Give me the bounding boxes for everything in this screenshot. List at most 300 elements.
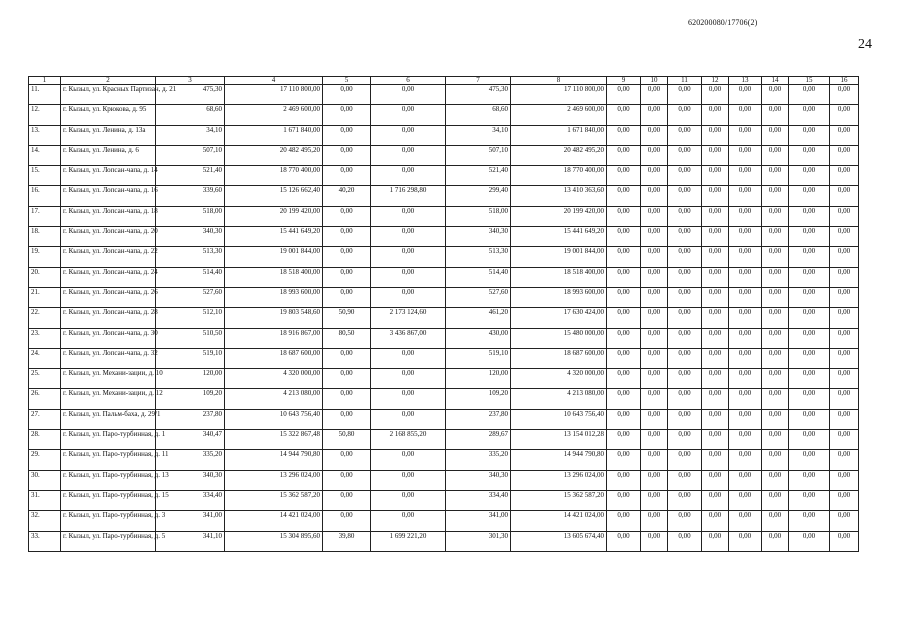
- value-cell: 475,30: [446, 85, 511, 105]
- value-cell: 0,00: [371, 470, 446, 490]
- address-cell: г. Кызыл, ул. Механи-зации, д. 12: [61, 389, 156, 409]
- value-cell: 15 304 895,60: [225, 531, 323, 551]
- value-cell: 339,60: [156, 186, 225, 206]
- value-cell: 0,00: [668, 430, 702, 450]
- table-row: [29, 470, 859, 490]
- value-cell: 0,00: [668, 389, 702, 409]
- value-cell: 0,00: [830, 125, 859, 145]
- value-cell: 0,00: [702, 369, 729, 389]
- column-header: 15: [789, 77, 830, 85]
- address-cell: г. Кызыл, ул. Крюкова, д. 95: [61, 105, 156, 125]
- value-cell: 0,00: [607, 328, 641, 348]
- value-cell: 0,00: [762, 186, 789, 206]
- value-cell: 0,00: [830, 105, 859, 125]
- value-cell: 0,00: [762, 227, 789, 247]
- table-row: [29, 348, 859, 368]
- table-row: [29, 227, 859, 247]
- value-cell: 4 320 000,00: [225, 369, 323, 389]
- value-cell: 15 362 587,20: [225, 490, 323, 510]
- value-cell: 0,00: [323, 206, 371, 226]
- value-cell: 0,00: [702, 287, 729, 307]
- value-cell: 0,00: [668, 308, 702, 328]
- value-cell: 2 173 124,60: [371, 308, 446, 328]
- value-cell: 0,00: [607, 125, 641, 145]
- value-cell: 0,00: [607, 369, 641, 389]
- value-cell: 13 154 012,28: [511, 430, 607, 450]
- value-cell: 0,00: [641, 125, 668, 145]
- address-cell: г. Кызыл, ул. Ленина, д. 6: [61, 145, 156, 165]
- value-cell: 0,00: [729, 511, 762, 531]
- value-cell: 0,00: [641, 308, 668, 328]
- column-number-row: [29, 77, 859, 85]
- value-cell: 0,00: [830, 247, 859, 267]
- row-number-cell: 23.: [29, 328, 61, 348]
- value-cell: 0,00: [323, 227, 371, 247]
- value-cell: 521,40: [446, 166, 511, 186]
- value-cell: 513,30: [156, 247, 225, 267]
- address-cell: г. Кызыл, ул. Пальм-баха, д. 29/1: [61, 409, 156, 429]
- address-cell: г. Кызыл, ул. Лопсан-чапа, д. 28: [61, 308, 156, 328]
- value-cell: 301,30: [446, 531, 511, 551]
- value-cell: 0,00: [371, 145, 446, 165]
- value-cell: 0,00: [371, 409, 446, 429]
- value-cell: 0,00: [607, 206, 641, 226]
- value-cell: 39,80: [323, 531, 371, 551]
- value-cell: 340,30: [446, 227, 511, 247]
- value-cell: 0,00: [668, 105, 702, 125]
- value-cell: 0,00: [323, 470, 371, 490]
- value-cell: 0,00: [641, 389, 668, 409]
- value-cell: 20 482 495,20: [225, 145, 323, 165]
- value-cell: 0,00: [830, 389, 859, 409]
- address-cell: г. Кызыл, ул. Лопсан-чапа, д. 22: [61, 247, 156, 267]
- row-number-cell: 13.: [29, 125, 61, 145]
- value-cell: 0,00: [607, 166, 641, 186]
- value-cell: 0,00: [607, 227, 641, 247]
- value-cell: 0,00: [607, 186, 641, 206]
- value-cell: 0,00: [641, 287, 668, 307]
- value-cell: 507,10: [446, 145, 511, 165]
- value-cell: 0,00: [371, 105, 446, 125]
- value-cell: 1 671 840,00: [225, 125, 323, 145]
- row-number-cell: 20.: [29, 267, 61, 287]
- value-cell: 0,00: [323, 389, 371, 409]
- value-cell: 341,00: [446, 511, 511, 531]
- value-cell: 40,20: [323, 186, 371, 206]
- value-cell: 0,00: [830, 328, 859, 348]
- value-cell: 0,00: [762, 470, 789, 490]
- value-cell: 518,00: [156, 206, 225, 226]
- value-cell: 0,00: [702, 328, 729, 348]
- value-cell: 0,00: [641, 450, 668, 470]
- value-cell: 0,00: [323, 105, 371, 125]
- table-row: [29, 85, 859, 105]
- value-cell: 0,00: [371, 166, 446, 186]
- value-cell: 0,00: [762, 531, 789, 551]
- value-cell: 0,00: [607, 430, 641, 450]
- value-cell: 0,00: [830, 348, 859, 368]
- value-cell: 0,00: [729, 369, 762, 389]
- value-cell: 17 110 800,00: [225, 85, 323, 105]
- value-cell: 2 469 600,00: [511, 105, 607, 125]
- value-cell: 0,00: [789, 490, 830, 510]
- value-cell: 0,00: [789, 531, 830, 551]
- value-cell: 0,00: [371, 389, 446, 409]
- column-header: 2: [61, 77, 156, 85]
- value-cell: 18 916 867,00: [225, 328, 323, 348]
- value-cell: 4 213 080,00: [225, 389, 323, 409]
- value-cell: 0,00: [729, 166, 762, 186]
- value-cell: 0,00: [607, 531, 641, 551]
- value-cell: 0,00: [762, 287, 789, 307]
- row-number-cell: 25.: [29, 369, 61, 389]
- value-cell: 0,00: [323, 369, 371, 389]
- value-cell: 0,00: [371, 85, 446, 105]
- column-header: 12: [702, 77, 729, 85]
- value-cell: 0,00: [607, 490, 641, 510]
- value-cell: 0,00: [668, 328, 702, 348]
- value-cell: 0,00: [789, 430, 830, 450]
- value-cell: 514,40: [156, 267, 225, 287]
- value-cell: 0,00: [371, 227, 446, 247]
- value-cell: 17 630 424,00: [511, 308, 607, 328]
- value-cell: 521,40: [156, 166, 225, 186]
- value-cell: 15 322 867,48: [225, 430, 323, 450]
- value-cell: 0,00: [668, 125, 702, 145]
- value-cell: 0,00: [607, 511, 641, 531]
- row-number-cell: 22.: [29, 308, 61, 328]
- value-cell: 0,00: [789, 186, 830, 206]
- value-cell: 18 518 400,00: [225, 267, 323, 287]
- value-cell: 0,00: [762, 145, 789, 165]
- address-cell: г. Кызыл, ул. Ленина, д. 13а: [61, 125, 156, 145]
- value-cell: 0,00: [729, 105, 762, 125]
- value-cell: 0,00: [729, 227, 762, 247]
- value-cell: 15 441 649,20: [225, 227, 323, 247]
- value-cell: 0,00: [830, 267, 859, 287]
- value-cell: 0,00: [607, 348, 641, 368]
- value-cell: 0,00: [830, 450, 859, 470]
- value-cell: 0,00: [729, 85, 762, 105]
- value-cell: 334,40: [156, 490, 225, 510]
- value-cell: 0,00: [729, 531, 762, 551]
- value-cell: 0,00: [323, 85, 371, 105]
- row-number-cell: 17.: [29, 206, 61, 226]
- row-number-cell: 18.: [29, 227, 61, 247]
- address-cell: г. Кызыл, ул. Лопсан-чапа, д. 32: [61, 348, 156, 368]
- value-cell: 0,00: [830, 308, 859, 328]
- value-cell: 0,00: [789, 287, 830, 307]
- value-cell: 0,00: [641, 145, 668, 165]
- value-cell: 18 518 400,00: [511, 267, 607, 287]
- value-cell: 18 687 600,00: [511, 348, 607, 368]
- value-cell: 13 296 024,00: [511, 470, 607, 490]
- value-cell: 1 716 298,80: [371, 186, 446, 206]
- value-cell: 0,00: [641, 328, 668, 348]
- value-cell: 0,00: [323, 511, 371, 531]
- row-number-cell: 11.: [29, 85, 61, 105]
- value-cell: 10 643 756,40: [225, 409, 323, 429]
- table-row: [29, 328, 859, 348]
- address-cell: г. Кызыл, ул. Лопсан-чапа, д. 14: [61, 166, 156, 186]
- value-cell: 335,20: [156, 450, 225, 470]
- value-cell: 0,00: [668, 348, 702, 368]
- table-row: [29, 369, 859, 389]
- value-cell: 0,00: [607, 389, 641, 409]
- value-cell: 0,00: [762, 308, 789, 328]
- value-cell: 19 001 844,00: [225, 247, 323, 267]
- value-cell: 0,00: [371, 511, 446, 531]
- value-cell: 109,20: [446, 389, 511, 409]
- value-cell: 0,00: [641, 166, 668, 186]
- table-row: [29, 511, 859, 531]
- value-cell: 0,00: [607, 267, 641, 287]
- address-cell: г. Кызыл, ул. Лопсан-чапа, д. 30: [61, 328, 156, 348]
- address-cell: г. Кызыл, ул. Лопсан-чапа, д. 20: [61, 227, 156, 247]
- value-cell: 0,00: [762, 369, 789, 389]
- value-cell: 0,00: [789, 105, 830, 125]
- value-cell: 518,00: [446, 206, 511, 226]
- column-header: 9: [607, 77, 641, 85]
- value-cell: 0,00: [668, 85, 702, 105]
- value-cell: 68,60: [156, 105, 225, 125]
- value-cell: 0,00: [789, 308, 830, 328]
- value-cell: 0,00: [668, 287, 702, 307]
- value-cell: 13 296 024,00: [225, 470, 323, 490]
- value-cell: 0,00: [371, 348, 446, 368]
- value-cell: 0,00: [702, 450, 729, 470]
- value-cell: 513,30: [446, 247, 511, 267]
- value-cell: 0,00: [830, 531, 859, 551]
- value-cell: 0,00: [607, 308, 641, 328]
- value-cell: 34,10: [156, 125, 225, 145]
- row-number-cell: 15.: [29, 166, 61, 186]
- value-cell: 2 168 855,20: [371, 430, 446, 450]
- value-cell: 0,00: [702, 227, 729, 247]
- value-cell: 0,00: [762, 166, 789, 186]
- column-header: 1: [29, 77, 61, 85]
- value-cell: 0,00: [830, 145, 859, 165]
- value-cell: 0,00: [371, 267, 446, 287]
- table-row: [29, 409, 859, 429]
- value-cell: 0,00: [607, 85, 641, 105]
- value-cell: 0,00: [371, 369, 446, 389]
- value-cell: 13 410 363,60: [511, 186, 607, 206]
- value-cell: 0,00: [702, 105, 729, 125]
- column-header: 6: [371, 77, 446, 85]
- value-cell: 0,00: [762, 105, 789, 125]
- value-cell: 289,67: [446, 430, 511, 450]
- value-cell: 0,00: [762, 490, 789, 510]
- value-cell: 0,00: [789, 328, 830, 348]
- value-cell: 0,00: [762, 450, 789, 470]
- value-cell: 0,00: [762, 348, 789, 368]
- value-cell: 0,00: [668, 145, 702, 165]
- value-cell: 0,00: [371, 125, 446, 145]
- value-cell: 0,00: [762, 328, 789, 348]
- value-cell: 13 605 674,40: [511, 531, 607, 551]
- value-cell: 20 199 420,00: [511, 206, 607, 226]
- row-number-cell: 30.: [29, 470, 61, 490]
- value-cell: 15 126 662,40: [225, 186, 323, 206]
- value-cell: 0,00: [371, 206, 446, 226]
- value-cell: 0,00: [729, 389, 762, 409]
- column-header: 10: [641, 77, 668, 85]
- value-cell: 340,30: [156, 227, 225, 247]
- table-row: [29, 166, 859, 186]
- address-cell: г. Кызыл, ул. Лопсан-чапа, д. 24: [61, 267, 156, 287]
- address-cell: г. Кызыл, ул. Механи-зации, д. 10: [61, 369, 156, 389]
- value-cell: 0,00: [789, 267, 830, 287]
- value-cell: 14 421 024,00: [225, 511, 323, 531]
- value-cell: 120,00: [156, 369, 225, 389]
- value-cell: 20 482 495,20: [511, 145, 607, 165]
- value-cell: 0,00: [830, 227, 859, 247]
- value-cell: 519,10: [446, 348, 511, 368]
- value-cell: 2 469 600,00: [225, 105, 323, 125]
- value-cell: 341,00: [156, 511, 225, 531]
- value-cell: 0,00: [668, 409, 702, 429]
- row-number-cell: 21.: [29, 287, 61, 307]
- address-cell: г. Кызыл, ул. Паро-турбинная, д. 1: [61, 430, 156, 450]
- value-cell: 0,00: [789, 166, 830, 186]
- value-cell: 461,20: [446, 308, 511, 328]
- value-cell: 0,00: [668, 369, 702, 389]
- value-cell: 0,00: [762, 409, 789, 429]
- value-cell: 0,00: [729, 470, 762, 490]
- value-cell: 299,40: [446, 186, 511, 206]
- table-row: [29, 267, 859, 287]
- value-cell: 0,00: [729, 430, 762, 450]
- value-cell: 512,10: [156, 308, 225, 328]
- value-cell: 0,00: [641, 206, 668, 226]
- value-cell: 0,00: [702, 490, 729, 510]
- value-cell: 0,00: [762, 511, 789, 531]
- value-cell: 18 770 400,00: [511, 166, 607, 186]
- value-cell: 0,00: [830, 470, 859, 490]
- value-cell: 0,00: [789, 247, 830, 267]
- value-cell: 0,00: [830, 287, 859, 307]
- value-cell: 527,60: [156, 287, 225, 307]
- value-cell: 0,00: [830, 430, 859, 450]
- value-cell: 0,00: [729, 206, 762, 226]
- value-cell: 0,00: [323, 145, 371, 165]
- value-cell: 17 110 800,00: [511, 85, 607, 105]
- value-cell: 0,00: [729, 247, 762, 267]
- value-cell: 15 480 000,00: [511, 328, 607, 348]
- value-cell: 0,00: [729, 267, 762, 287]
- address-cell: г. Кызыл, ул. Паро-турбинная, д. 5: [61, 531, 156, 551]
- value-cell: 14 944 790,80: [511, 450, 607, 470]
- value-cell: 0,00: [702, 145, 729, 165]
- value-cell: 519,10: [156, 348, 225, 368]
- column-header: 3: [156, 77, 225, 85]
- address-cell: г. Кызыл, ул. Паро-турбинная, д. 15: [61, 490, 156, 510]
- value-cell: 15 362 587,20: [511, 490, 607, 510]
- value-cell: 109,20: [156, 389, 225, 409]
- value-cell: 0,00: [323, 287, 371, 307]
- value-cell: 50,90: [323, 308, 371, 328]
- value-cell: 0,00: [702, 348, 729, 368]
- value-cell: 475,30: [156, 85, 225, 105]
- value-cell: 0,00: [323, 267, 371, 287]
- table-body: [29, 85, 859, 552]
- value-cell: 18 993 600,00: [511, 287, 607, 307]
- value-cell: 0,00: [668, 470, 702, 490]
- value-cell: 10 643 756,40: [511, 409, 607, 429]
- address-cell: г. Кызыл, ул. Красных Партизан, д. 21: [61, 85, 156, 105]
- value-cell: 0,00: [668, 511, 702, 531]
- value-cell: 80,50: [323, 328, 371, 348]
- value-cell: 0,00: [323, 348, 371, 368]
- table-row: [29, 430, 859, 450]
- row-number-cell: 24.: [29, 348, 61, 368]
- value-cell: 0,00: [702, 389, 729, 409]
- value-cell: 0,00: [702, 206, 729, 226]
- value-cell: 4 213 080,00: [511, 389, 607, 409]
- column-header: 8: [511, 77, 607, 85]
- value-cell: 0,00: [729, 450, 762, 470]
- value-cell: 15 441 649,20: [511, 227, 607, 247]
- value-cell: 0,00: [668, 227, 702, 247]
- value-cell: 0,00: [702, 247, 729, 267]
- value-cell: 340,30: [156, 470, 225, 490]
- column-header: 7: [446, 77, 511, 85]
- value-cell: 18 770 400,00: [225, 166, 323, 186]
- row-number-cell: 26.: [29, 389, 61, 409]
- table-row: [29, 186, 859, 206]
- table-row: [29, 145, 859, 165]
- value-cell: 0,00: [323, 490, 371, 510]
- value-cell: 0,00: [641, 369, 668, 389]
- row-number-cell: 31.: [29, 490, 61, 510]
- value-cell: 0,00: [702, 531, 729, 551]
- row-number-cell: 19.: [29, 247, 61, 267]
- value-cell: 1 671 840,00: [511, 125, 607, 145]
- row-number-cell: 27.: [29, 409, 61, 429]
- column-header: 16: [830, 77, 859, 85]
- value-cell: 0,00: [762, 267, 789, 287]
- table-row: [29, 247, 859, 267]
- row-number-cell: 29.: [29, 450, 61, 470]
- table-row: [29, 287, 859, 307]
- table-row: [29, 308, 859, 328]
- value-cell: 0,00: [702, 409, 729, 429]
- value-cell: 0,00: [371, 247, 446, 267]
- value-cell: 0,00: [789, 85, 830, 105]
- value-cell: 335,20: [446, 450, 511, 470]
- value-cell: 0,00: [830, 490, 859, 510]
- value-cell: 0,00: [702, 85, 729, 105]
- value-cell: 50,80: [323, 430, 371, 450]
- value-cell: 0,00: [641, 348, 668, 368]
- value-cell: 0,00: [830, 369, 859, 389]
- value-cell: 0,00: [371, 287, 446, 307]
- value-cell: 0,00: [668, 247, 702, 267]
- value-cell: 0,00: [762, 430, 789, 450]
- value-cell: 510,50: [156, 328, 225, 348]
- value-cell: 0,00: [729, 186, 762, 206]
- value-cell: 0,00: [702, 308, 729, 328]
- value-cell: 0,00: [789, 369, 830, 389]
- value-cell: 0,00: [668, 166, 702, 186]
- value-cell: 430,00: [446, 328, 511, 348]
- value-cell: 14 421 024,00: [511, 511, 607, 531]
- value-cell: 0,00: [641, 430, 668, 450]
- value-cell: 0,00: [789, 470, 830, 490]
- value-cell: 3 436 867,00: [371, 328, 446, 348]
- value-cell: 0,00: [641, 267, 668, 287]
